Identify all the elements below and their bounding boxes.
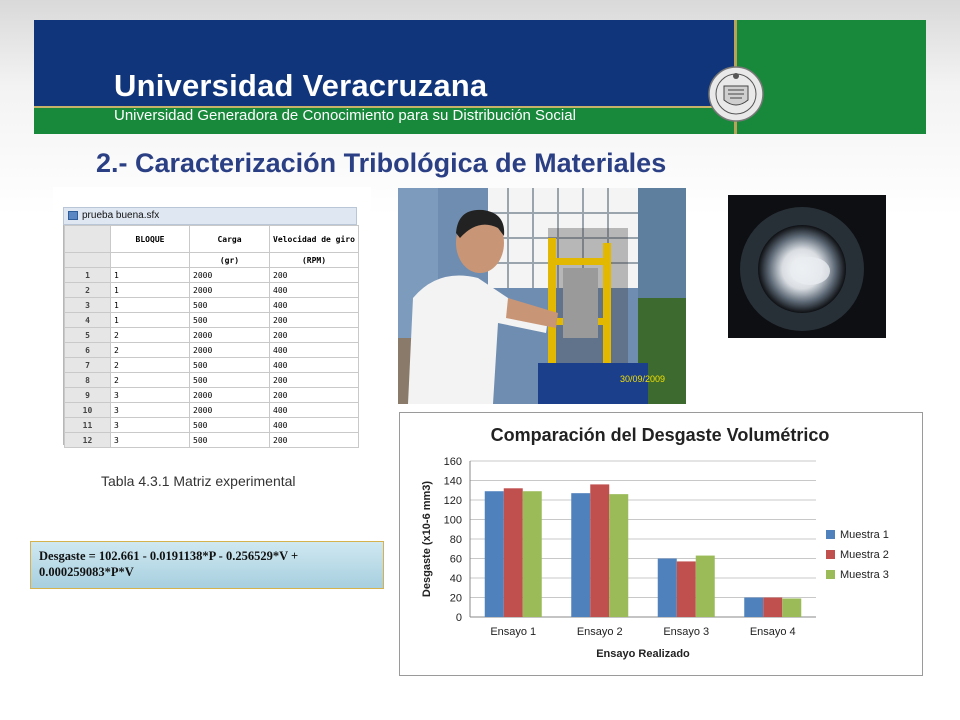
- legend-swatch: [826, 550, 835, 559]
- university-banner: [34, 20, 926, 134]
- x-tick-label: Ensayo 2: [576, 626, 623, 638]
- table-cell: 3: [111, 388, 190, 403]
- y-tick-label: 120: [443, 495, 462, 507]
- units-cell: [65, 253, 111, 268]
- bar: [782, 598, 801, 617]
- table-cell: 2000: [190, 268, 270, 283]
- x-tick-label: Ensayo 4: [749, 626, 796, 638]
- table-cell: 400: [270, 343, 359, 358]
- table-row: [65, 268, 359, 283]
- table-cell: 200: [270, 373, 359, 388]
- row-number-cell: 8: [65, 373, 111, 388]
- table-cell: 2: [111, 328, 190, 343]
- chart-canvas: [400, 413, 922, 675]
- chart-title: Comparación del Desgaste Volumétrico: [490, 425, 830, 445]
- bar: [485, 491, 504, 617]
- photo-timestamp: 30/09/2009: [620, 374, 666, 384]
- units-cell: (gr): [190, 253, 270, 268]
- matrix-grid: [63, 225, 358, 445]
- row-number-cell: 7: [65, 358, 111, 373]
- table-cell: 1: [111, 268, 190, 283]
- bar: [763, 598, 782, 618]
- row-number-cell: 6: [65, 343, 111, 358]
- table-cell: 2000: [190, 283, 270, 298]
- header-cell: [270, 226, 359, 253]
- row-number-cell: 5: [65, 328, 111, 343]
- row-number-cell: 9: [65, 388, 111, 403]
- bar: [744, 598, 763, 618]
- bar: [504, 488, 523, 617]
- header-cell: BLOQUE: [111, 226, 190, 253]
- table-cell: 400: [270, 403, 359, 418]
- photo-illustration: [398, 188, 686, 404]
- table-row: [65, 388, 359, 403]
- table-cell: 200: [270, 313, 359, 328]
- table-cell: 400: [270, 418, 359, 433]
- table-cell: 500: [190, 433, 270, 448]
- units-row: [65, 253, 359, 268]
- header-cell: Carga: [190, 226, 270, 253]
- table-row: [65, 418, 359, 433]
- bar: [696, 556, 715, 617]
- table-row: [65, 403, 359, 418]
- table-cell: 400: [270, 358, 359, 373]
- table-cell: 200: [270, 388, 359, 403]
- table-row: [65, 313, 359, 328]
- bar: [523, 491, 542, 617]
- table-cell: 3: [111, 403, 190, 418]
- row-number-cell: 1: [65, 268, 111, 283]
- table-caption: Tabla 4.3.1 Matriz experimental: [101, 473, 296, 489]
- table-cell: 1: [111, 283, 190, 298]
- row-number-cell: 3: [65, 298, 111, 313]
- table-row: [65, 373, 359, 388]
- legend-entry: Muestra 1: [840, 529, 889, 541]
- window-title: prueba buena.sfx: [82, 210, 160, 221]
- regression-equation: Desgaste = 102.661 - 0.0191138*P - 0.256529*V + 0.000259083*P*V: [30, 541, 384, 589]
- table-row: [65, 433, 359, 448]
- bar: [571, 493, 590, 617]
- legend-swatch: [826, 530, 835, 539]
- table-cell: 3: [111, 418, 190, 433]
- row-number-cell: 11: [65, 418, 111, 433]
- micrograph-illustration: [728, 195, 886, 338]
- table-cell: 2000: [190, 403, 270, 418]
- table-cell: 200: [270, 268, 359, 283]
- x-axis-title: Ensayo Realizado: [596, 648, 690, 660]
- y-tick-label: 60: [449, 553, 462, 566]
- y-tick-label: 0: [455, 612, 462, 624]
- technician-photo: [398, 188, 686, 404]
- table-cell: 1: [111, 298, 190, 313]
- table-cell: 500: [190, 358, 270, 373]
- table-cell: 500: [190, 298, 270, 313]
- row-number-cell: 12: [65, 433, 111, 448]
- bar: [677, 561, 696, 617]
- legend-swatch: [826, 570, 835, 579]
- table-cell: 500: [190, 373, 270, 388]
- table-cell: 2000: [190, 388, 270, 403]
- row-number-cell: 10: [65, 403, 111, 418]
- table-cell: 1: [111, 313, 190, 328]
- x-tick-label: Ensayo 1: [490, 626, 537, 638]
- table-cell: 2000: [190, 328, 270, 343]
- university-seal-icon: [706, 64, 766, 124]
- table-row: [65, 343, 359, 358]
- university-motto: Universidad Generadora de Conocimiento para su Distribución Social: [114, 107, 576, 124]
- x-tick-label: Ensayo 3: [663, 626, 710, 638]
- table-cell: 500: [190, 418, 270, 433]
- row-number-cell: 2: [65, 283, 111, 298]
- table-cell: 2: [111, 343, 190, 358]
- table-cell: 200: [270, 433, 359, 448]
- y-tick-label: 40: [449, 573, 462, 585]
- slide-title: 2.- Caracterización Tribológica de Materiales: [96, 148, 667, 178]
- bar: [658, 559, 677, 618]
- wear-sample-photo: [728, 195, 886, 338]
- y-tick-label: 160: [443, 456, 462, 468]
- table-row: [65, 283, 359, 298]
- legend-entry: Muestra 3: [840, 569, 889, 581]
- wear-comparison-chart: [399, 412, 923, 676]
- units-cell: [111, 253, 190, 268]
- matrix-table: [64, 225, 359, 448]
- y-tick-label: 140: [443, 475, 462, 488]
- table-cell: 2: [111, 373, 190, 388]
- y-tick-label: 100: [443, 514, 462, 527]
- document-icon: [68, 211, 78, 220]
- table-row: [65, 298, 359, 313]
- y-tick-label: 80: [449, 534, 462, 546]
- table-cell: 200: [270, 328, 359, 343]
- table-cell: 400: [270, 298, 359, 313]
- matrix-body: [65, 268, 359, 448]
- y-axis-title: Desgaste (x10-6 mm3): [421, 480, 433, 598]
- bar: [590, 484, 609, 617]
- table-cell: 2000: [190, 343, 270, 358]
- legend-entry: Muestra 2: [840, 549, 889, 561]
- experimental-matrix-image: [53, 187, 371, 494]
- header-label: Velocidad de giro: [273, 234, 355, 244]
- bar: [609, 494, 628, 617]
- header-cell: [65, 226, 111, 253]
- y-tick-label: 20: [449, 592, 462, 605]
- row-number-cell: 4: [65, 313, 111, 328]
- table-row: [65, 328, 359, 343]
- table-row: [65, 358, 359, 373]
- table-cell: 400: [270, 283, 359, 298]
- window-titlebar: [63, 207, 357, 225]
- header-row: [65, 226, 359, 253]
- table-cell: 500: [190, 313, 270, 328]
- table-cell: 2: [111, 358, 190, 373]
- university-name: Universidad Veracruzana: [114, 68, 488, 103]
- units-cell: (RPM): [270, 253, 359, 268]
- table-cell: 3: [111, 433, 190, 448]
